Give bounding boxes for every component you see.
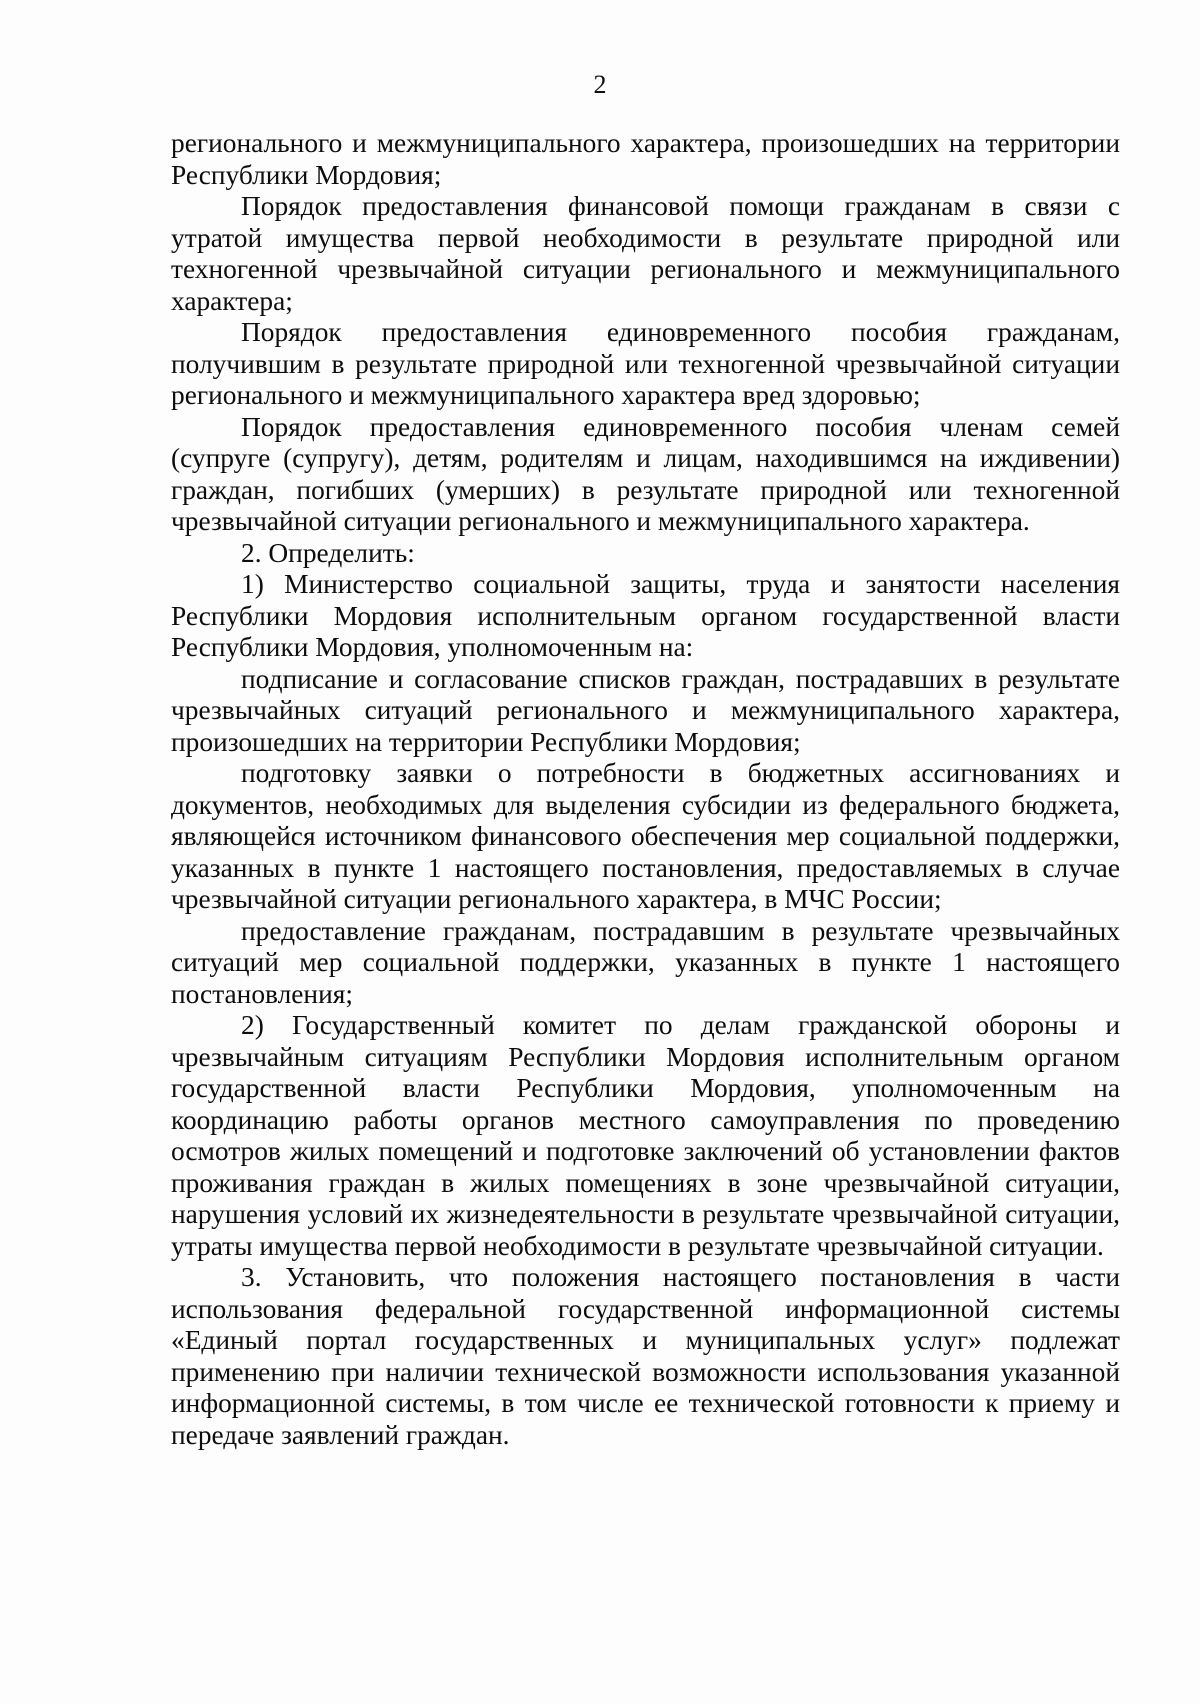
paragraph-continuation: регионального и межмуниципального характера, произошедших на территории Республики Мордовия; [171,128,1120,190]
paragraph-clause-2-2: 2) Государственный комитет по делам гражданской обороны и чрезвычайным ситуациям Республики Мордовия исполнительным органом государственной власти Республики Мордовия, уполномоченным на координацию работы органов местного самоуправления по проведению осмотров жилых помещений и подготовке заключений об установлении фактов проживания граждан в жилых помещениях в зоне чрезвычайной ситуации, нарушения условий их жизнедеятельности в результате чрезвычайной ситуации, утраты имущества первой необходимости в результате чрезвычайной ситуации. [171,1010,1120,1261]
paragraph-social-support: предоставление гражданам, пострадавшим в результате чрезвычайных ситуаций мер социальной поддержки, указанных в пункте 1 настоящего постановления; [171,915,1120,1009]
page-number: 2 [593,70,607,99]
paragraph-signing-lists: подписание и согласование списков граждан, пострадавших в результате чрезвычайных ситуаций регионального и межмуниципального характера, произошедших на территории Республики Мордовия; [171,663,1120,757]
paragraph-order-family-allowance: Порядок предоставления единовременного пособия членам семей (супруге (супругу), детям, родителям и лицам, находившимся на иждивении) граждан, погибших (умерших) в результате природной или техногенной чрезвычайной ситуации регионального и межмуниципального характера. [171,411,1120,536]
paragraph-clause-2-1: 1) Министерство социальной защиты, труда и занятости населения Республики Мордовия исполнительным органом государственной власти Республики Мордовия, уполномоченным на: [171,569,1120,662]
paragraph-budget-application: подготовку заявки о потребности в бюджетных ассигнованиях и документов, необходимых для выделения субсидии из федерального бюджета, являющейся источником финансового обеспечения мер социальной поддержки, указанных в пункте 1 настоящего постановления, предоставляемых в случае чрезвычайной ситуации регионального характера, в МЧС России; [171,758,1120,914]
paragraph-clause-3: 3. Установить, что положения настоящего постановления в части использования федеральной государственной информационной системы «Единый портал государственных и муниципальных услуг» подлежат применению при наличии технической возможности использования указанной информационной системы, в том числе ее технической готовности к приему и передаче заявлений граждан. [171,1262,1120,1450]
paragraph-order-financial-aid: Порядок предоставления финансовой помощи гражданам в связи с утратой имущества первой необходимости в результате природной или техногенной чрезвычайной ситуации регионального и межмуниципального характера; [171,191,1120,316]
paragraph-order-health-allowance: Порядок предоставления единовременного пособия гражданам, получившим в результате природной или техногенной чрезвычайной ситуации регионального и межмуниципального характера вред здоровью; [171,317,1120,410]
document-body [171,128,1120,1451]
paragraph-clause-2-heading: 2. Определить: [241,537,415,568]
